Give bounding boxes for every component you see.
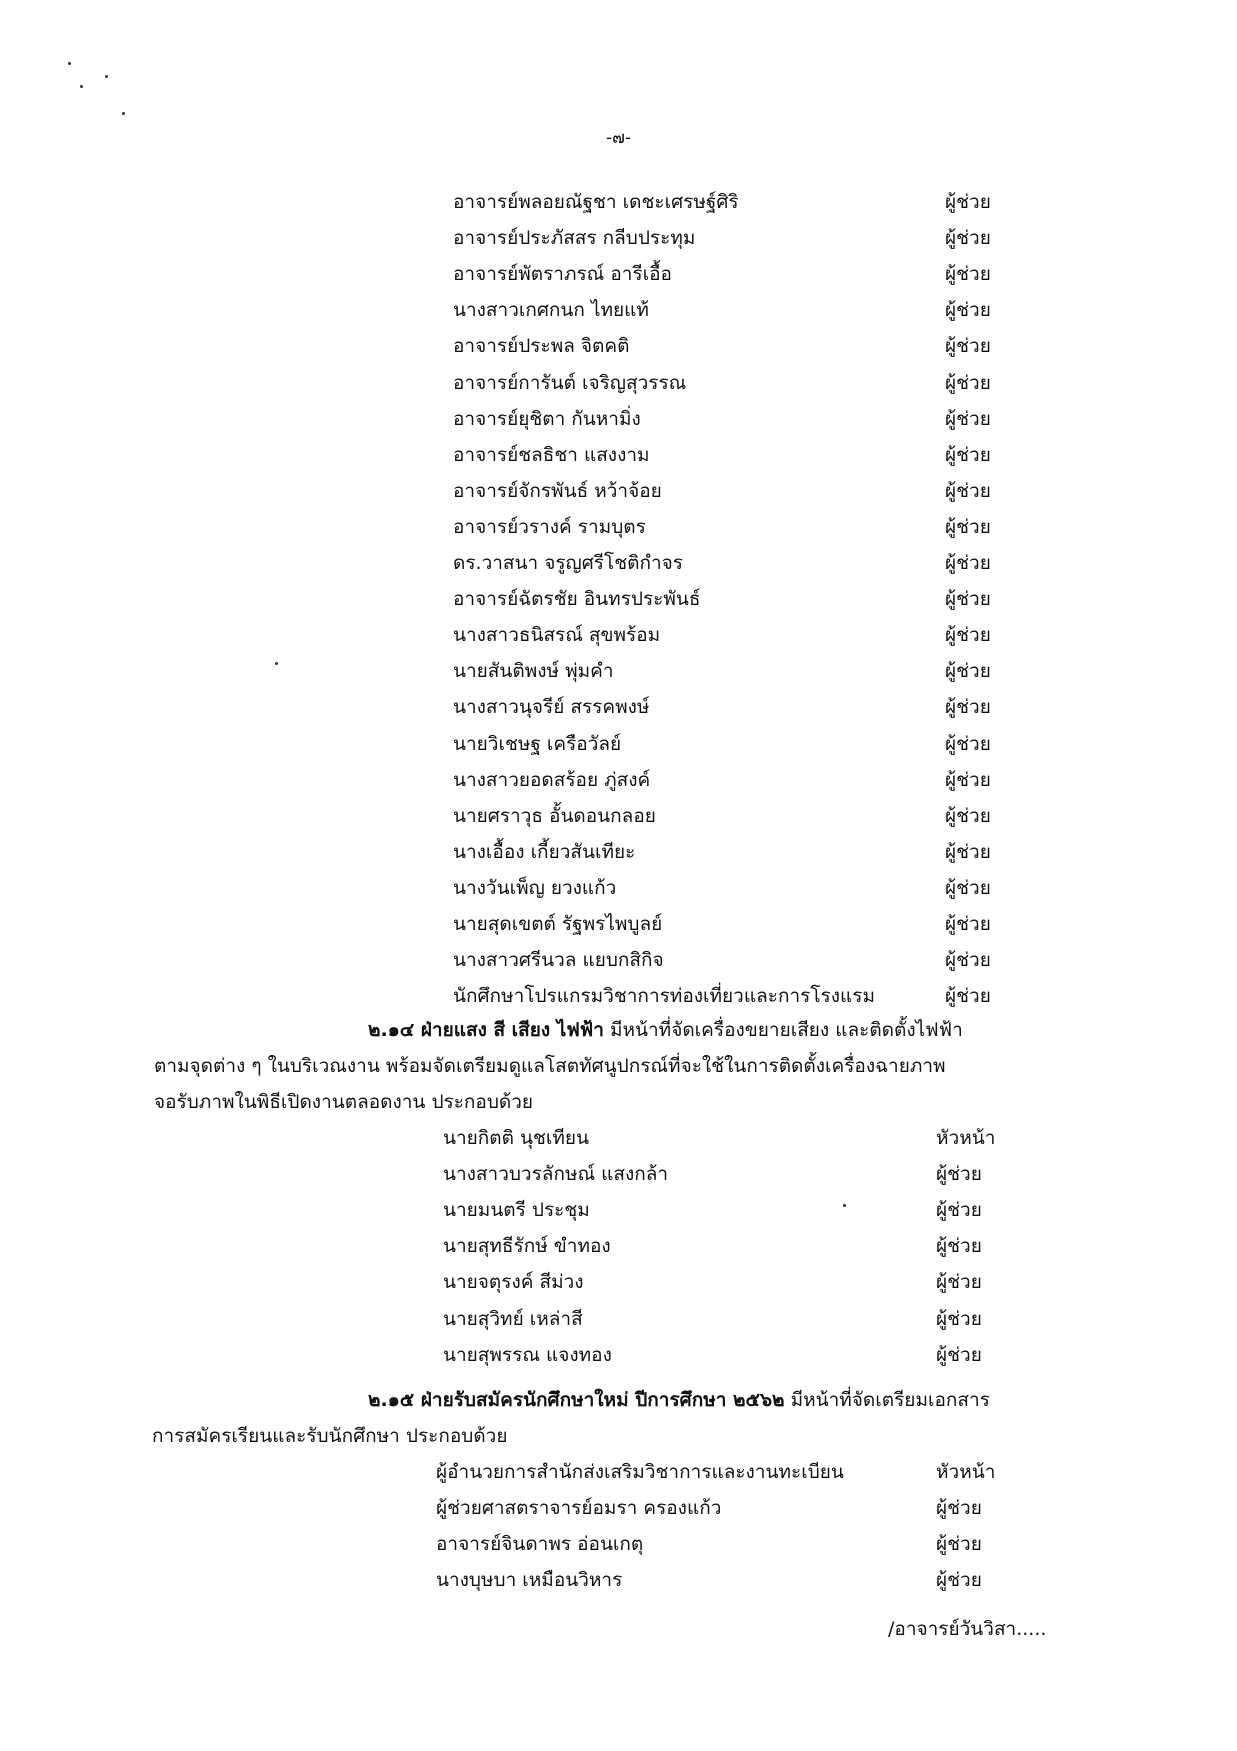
member-role: ผู้ช่วย [945,913,991,935]
member-row [453,438,1053,472]
member-role: หัวหน้า [936,1127,996,1149]
member-role: ผู้ช่วย [945,227,991,250]
member-name: นายศราวุธ อั้นดอนกลอย [453,804,656,827]
member-name: อาจารย์วรางค์ รามบุตร [453,515,646,538]
member-role: ผู้ช่วย [945,263,991,286]
section-14-description: มีหน้าที่จัดเครื่องขยายเสียง และติดตั้งไฟฟ้า [603,1019,963,1041]
member-row [443,1338,1043,1372]
member-row [443,1121,1043,1155]
section-15-title: ๒.๑๕ ฝ่ายรับสมัครนักศึกษาใหม่ ปีการศึกษา ๒๕๖๒ [368,1389,785,1411]
page-number: -๗- [605,128,632,148]
member-name: นายมนตรี ประชุม [443,1199,590,1222]
member-row [453,907,1053,941]
member-row [453,618,1053,652]
member-name: นางสาวยอดสร้อย ภู่สงค์ [453,768,651,791]
member-row [453,546,1053,580]
member-name: นายกิตติ นุชเทียน [443,1127,590,1149]
scan-speck [68,62,71,65]
member-name: นางสาวบวรลักษณ์ แสงกล้า [443,1163,669,1186]
member-row [453,257,1053,291]
scan-speck [122,112,125,115]
scan-speck [275,662,278,665]
member-row [436,1455,1036,1489]
member-row [453,366,1053,400]
member-row [443,1157,1043,1191]
member-name: นายสุพรรณ แจงทอง [443,1343,612,1366]
member-role: ผู้ช่วย [936,1497,982,1520]
member-role: ผู้ช่วย [936,1199,982,1222]
member-row [453,402,1053,436]
section-14-line-3: จอรับภาพในพิธีเปิดงานตลอดงาน ประกอบด้วย [154,1091,534,1113]
member-row [453,474,1053,508]
section-14-heading [368,1013,963,1047]
member-role: ผู้ช่วย [945,552,991,574]
member-name: อาจารย์จักรพันธ์ หว้าจ้อย [453,479,662,502]
member-role: ผู้ช่วย [945,949,991,972]
member-role: ผู้ช่วย [945,407,991,430]
member-row [443,1265,1043,1299]
member-name: นักศึกษาโปรแกรมวิชาการท่องเที่ยวและการโรงแรม [453,985,875,1008]
member-role: ผู้ช่วย [945,696,991,719]
section-15-description: มีหน้าที่จัดเตรียมเอกสาร [784,1389,990,1411]
member-role: หัวหน้า [936,1461,996,1483]
member-name: นางบุษบา เหมือนวิหาร [436,1569,623,1592]
member-name: นายจตุรงค์ สีม่วง [443,1271,584,1294]
member-row [453,763,1053,797]
member-role: ผู้ช่วย [945,624,991,647]
member-name: อาจารย์การันต์ เจริญสุวรรณ [453,371,687,394]
section-15-heading [368,1383,990,1417]
member-role: ผู้ช่วย [936,1533,982,1556]
member-role: ผู้ช่วย [945,876,991,899]
member-role: ผู้ช่วย [936,1271,982,1294]
member-role: ผู้ช่วย [936,1343,982,1366]
member-role: ผู้ช่วย [945,515,991,538]
section-14-line-2: ตามจุดต่าง ๆ ในบริเวณงาน พร้อมจัดเตรียมดูแลโสตทัศนูปกรณ์ที่จะใช้ในการติดตั้งเครื่องฉายภาพ [154,1055,946,1077]
member-row [453,943,1053,977]
member-row [443,1302,1043,1336]
member-row [453,979,1053,1013]
member-role: ผู้ช่วย [945,840,991,863]
member-name: อาจารย์ยุชิตา กันหามิ่ง [453,407,641,430]
member-role: ผู้ช่วย [945,588,991,611]
member-role: ผู้ช่วย [945,660,991,683]
member-name: นางเอื้อง เกี้ยวสันเทียะ [453,840,636,863]
member-row [453,690,1053,724]
section-14-title: ๒.๑๔ ฝ่ายแสง สี เสียง ไฟฟ้า [368,1019,604,1041]
member-row [443,1229,1043,1263]
member-name: นายสันติพงษ์ พุ่มคำ [453,660,614,683]
member-name: อาจารย์จินดาพร อ่อนเกตุ [436,1533,644,1556]
member-row [453,871,1053,905]
member-name: นางวันเพ็ญ ยวงแก้ว [453,876,617,899]
member-row [453,654,1053,688]
scan-speck [105,75,108,78]
member-name: นางสาวศรีนวล แยบกสิกิจ [453,949,664,972]
member-role: ผู้ช่วย [945,732,991,755]
scan-speck [80,85,83,88]
member-role: ผู้ช่วย [945,443,991,466]
member-row [443,1193,1043,1227]
member-role: ผู้ช่วย [945,371,991,394]
member-name: อาจารย์ประพล จิตคติ [453,335,630,358]
member-role: ผู้ช่วย [945,299,991,322]
member-name: อาจารย์ชลธิชา แสงงาม [453,443,650,466]
member-name: นายสุดเขตต์ รัฐพรไพบูลย์ [453,913,663,935]
member-name: ผู้ช่วยศาสตราจารย์อมรา ครองแก้ว [436,1497,722,1520]
member-row [453,510,1053,544]
member-row [453,329,1053,363]
member-role: ผู้ช่วย [936,1235,982,1258]
member-name: นางสาวเกศกนก ไทยแท้ [453,299,649,322]
member-role: ผู้ช่วย [945,479,991,502]
member-role: ผู้ช่วย [945,804,991,827]
member-name: นายสุวิทย์ เหล่าสี [443,1307,583,1330]
member-row [453,582,1053,616]
member-row [453,221,1053,255]
scan-speck [843,1204,846,1207]
member-row [436,1491,1036,1525]
member-role: ผู้ช่วย [945,335,991,358]
member-name: อาจารย์ประภัสสร กลีบประทุม [453,227,696,250]
member-row [453,835,1053,869]
member-row [453,185,1053,219]
footer-continuation: /อาจารย์วันวิสา..... [888,1618,1047,1640]
member-row [453,293,1053,327]
member-role: ผู้ช่วย [936,1569,982,1592]
member-row [436,1527,1036,1561]
member-role: ผู้ช่วย [936,1163,982,1186]
member-row [436,1563,1036,1597]
member-name: นางสาวนุจรีย์ สรรคพงษ์ [453,696,650,719]
member-name: อาจารย์พลอยณัฐชา เดชะเศรษฐ์ศิริ [453,191,739,213]
member-name: อาจารย์พัตราภรณ์ อารีเอื้อ [453,263,672,286]
member-role: ผู้ช่วย [945,985,991,1008]
member-role: ผู้ช่วย [945,191,991,213]
member-name: อาจารย์ฉัตรชัย อินทรประพันธ์ [453,588,701,611]
section-15-line-2: การสมัครเรียนและรับนักศึกษา ประกอบด้วย [152,1425,508,1447]
member-name: นายวิเชษฐ เครือวัลย์ [453,732,622,755]
member-row [453,799,1053,833]
member-name: นายสุทธีรักษ์ ขำทอง [443,1235,611,1258]
member-name: ดร.วาสนา จรูญศรีโชติกำจร [453,552,683,574]
member-name: ผู้อำนวยการสำนักส่งเสริมวิชาการและงานทะเบียน [436,1461,844,1483]
member-role: ผู้ช่วย [945,768,991,791]
member-role: ผู้ช่วย [936,1307,982,1330]
member-row [453,727,1053,761]
member-name: นางสาวธนิสรณ์ สุขพร้อม [453,624,661,647]
